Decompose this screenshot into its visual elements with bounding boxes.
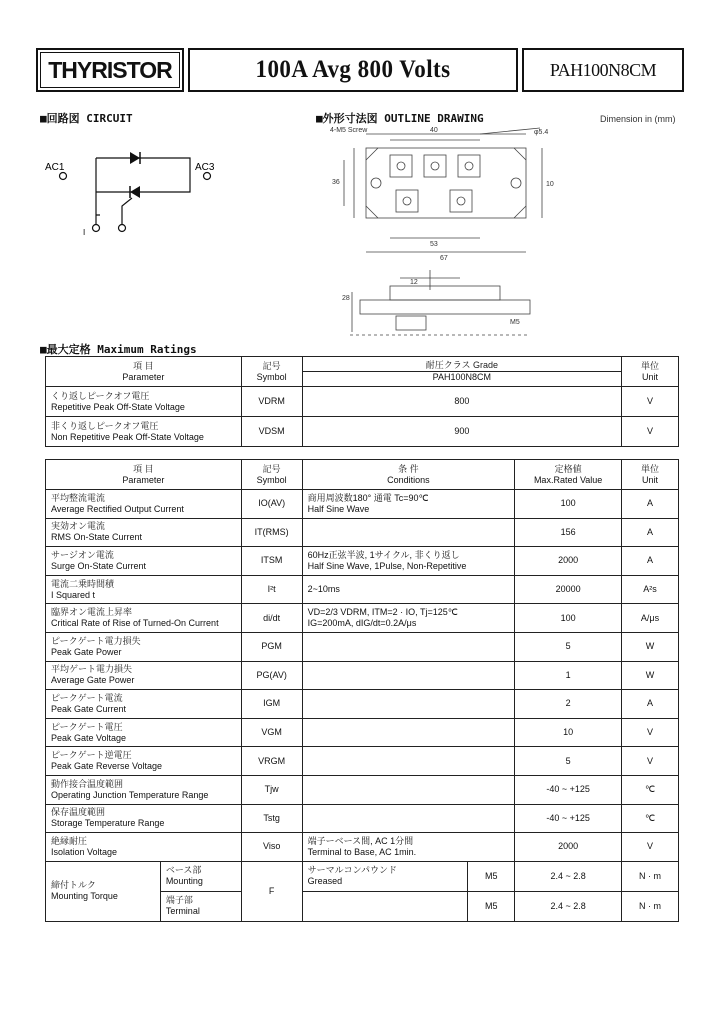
value-cell: 5 <box>515 747 622 776</box>
svg-text:I: I <box>83 228 86 237</box>
unit-cell: V <box>622 417 679 447</box>
torque-value-cell: 2.4 ~ 2.8 <box>515 891 622 921</box>
table-row <box>46 490 679 519</box>
circuit-diagram <box>40 140 240 240</box>
table-row <box>46 718 679 747</box>
dimension-unit-note: Dimension in (mm) <box>600 114 676 124</box>
torque-sub-cell: 端子部 Terminal <box>160 891 241 921</box>
unit-cell: W <box>622 661 679 690</box>
unit-cell: A <box>622 547 679 576</box>
table-row <box>46 833 679 862</box>
symbol-cell: IT(RMS) <box>241 518 302 547</box>
table-row <box>46 690 679 719</box>
unit-cell: A²s <box>622 575 679 604</box>
symbol-cell: ITSM <box>241 547 302 576</box>
ac1-label: AC1 <box>45 162 65 173</box>
param-cell: ピークゲート電流 Peak Gate Current <box>46 690 242 719</box>
symbol-cell: di/dt <box>241 604 302 633</box>
symbol-cell: Tstg <box>241 804 302 833</box>
torque-value-cell: 2.4 ~ 2.8 <box>515 861 622 891</box>
symbol-cell: VDRM <box>241 387 302 417</box>
value-cell: 5 <box>515 632 622 661</box>
unit-cell: V <box>622 747 679 776</box>
value-cell: 156 <box>515 518 622 547</box>
outline-section-label: ■外形寸法図 OUTLINE DRAWING <box>316 112 484 125</box>
svg-text:M5: M5 <box>510 319 520 326</box>
conditions-cell <box>302 518 515 547</box>
header-parameter: 項 目 Parameter <box>46 357 242 387</box>
symbol-cell: VDSM <box>241 417 302 447</box>
svg-text:12: 12 <box>410 279 418 286</box>
table-header-row <box>46 460 679 490</box>
table-row <box>46 632 679 661</box>
svg-text:40: 40 <box>430 127 438 134</box>
symbol-cell: PG(AV) <box>241 661 302 690</box>
unit-cell: A <box>622 490 679 519</box>
param-cell: ピークゲート電力損失 Peak Gate Power <box>46 632 242 661</box>
conditions-cell <box>302 747 515 776</box>
unit-cell: ℃ <box>622 804 679 833</box>
param-cell: 非くり返しピークオフ電圧 Non Repetitive Peak Off-State Voltage <box>46 417 242 447</box>
symbol-cell: VRGM <box>241 747 302 776</box>
symbol-cell: PGM <box>241 632 302 661</box>
torque-cond-cell <box>302 891 468 921</box>
unit-cell: A <box>622 518 679 547</box>
circuit-section-label: ■回路図 CIRCUIT <box>40 112 133 125</box>
param-cell: 臨界オン電流上昇率 Critical Rate of Rise of Turned-On Current <box>46 604 242 633</box>
symbol-cell: Viso <box>241 833 302 862</box>
conditions-cell: 60Hz正弦半波, 1サイクル, 非くり返し Half Sine Wave, 1Pulse, Non-Repetitive <box>302 547 515 576</box>
torque-symbol-cell: F <box>241 861 302 921</box>
unit-cell: V <box>622 833 679 862</box>
outline-drawing <box>330 120 690 350</box>
table-row <box>46 518 679 547</box>
param-cell: サージオン電流 Surge On-State Current <box>46 547 242 576</box>
header-parameter: 項 目 Parameter <box>46 460 242 490</box>
value-cell: -40 ~ +125 <box>515 804 622 833</box>
header-unit: 単位 Unit <box>622 357 679 387</box>
symbol-cell: VGM <box>241 718 302 747</box>
table-row <box>46 417 679 447</box>
table-row <box>46 575 679 604</box>
param-cell: 実効オン電流 RMS On-State Current <box>46 518 242 547</box>
symbol-cell: I²t <box>241 575 302 604</box>
header-conditions: 条 件 Conditions <box>302 460 515 490</box>
param-cell: 保存温度範囲 Storage Temperature Range <box>46 804 242 833</box>
svg-text:28: 28 <box>342 295 350 302</box>
thyristor-2 <box>130 186 140 198</box>
svg-text:4-M5 Screw: 4-M5 Screw <box>330 127 368 134</box>
torque-row-mounting <box>46 861 679 891</box>
conditions-cell <box>302 632 515 661</box>
title-box <box>188 48 518 92</box>
unit-cell: W <box>622 632 679 661</box>
svg-text:36: 36 <box>332 179 340 186</box>
header-unit: 単位 Unit <box>622 460 679 490</box>
param-cell: 電流二乗時間積 I Squared t <box>46 575 242 604</box>
param-cell: 動作接合温度範囲 Operating Junction Temperature Range <box>46 775 242 804</box>
value-cell: 100 <box>515 490 622 519</box>
table-row <box>46 775 679 804</box>
table-row <box>46 604 679 633</box>
torque-param-cell: 締付トルク Mounting Torque <box>46 861 161 921</box>
value-cell: 10 <box>515 718 622 747</box>
table-row <box>46 547 679 576</box>
param-cell: 平均ゲート電力損失 Average Gate Power <box>46 661 242 690</box>
header-symbol: 記号 Symbol <box>241 460 302 490</box>
value-cell: 20000 <box>515 575 622 604</box>
max-ratings-table <box>45 459 679 922</box>
unit-cell: V <box>622 718 679 747</box>
symbol-cell: IO(AV) <box>241 490 302 519</box>
conditions-cell <box>302 690 515 719</box>
torque-unit-cell: N · m <box>622 891 679 921</box>
symbol-cell: IGM <box>241 690 302 719</box>
unit-cell: ℃ <box>622 775 679 804</box>
torque-screw-cell: M5 <box>468 891 515 921</box>
conditions-cell: VD=2/3 VDRM, ITM=2 · IO, Tj=125℃ IG=200mA, dIG/dt=0.2A/μs <box>302 604 515 633</box>
ac3-label: AC3 <box>195 162 215 173</box>
conditions-cell <box>302 804 515 833</box>
ratings-section-label: ■最大定格 Maximum Ratings <box>40 343 197 356</box>
conditions-cell: 商用周波数180° 通電 Tc=90℃ Half Sine Wave <box>302 490 515 519</box>
unit-cell: V <box>622 387 679 417</box>
value-cell: 2 <box>515 690 622 719</box>
header-grade: 耐圧クラス Grade PAH100N8CM <box>302 357 621 387</box>
torque-cond-cell: サーマルコンパウンド Greased <box>302 861 468 891</box>
param-cell: ピークゲート逆電圧 Peak Gate Reverse Voltage <box>46 747 242 776</box>
header-value: 定格値 Max.Rated Value <box>515 460 622 490</box>
conditions-cell <box>302 775 515 804</box>
brand-box <box>36 48 184 92</box>
param-cell: 絶縁耐圧 Isolation Voltage <box>46 833 242 862</box>
conditions-cell <box>302 661 515 690</box>
brand-title: THYRISTOR <box>48 56 172 83</box>
svg-text:53: 53 <box>430 241 438 248</box>
param-cell: ピークゲート電圧 Peak Gate Voltage <box>46 718 242 747</box>
table-row <box>46 747 679 776</box>
header-symbol: 記号 Symbol <box>241 357 302 387</box>
value-cell: 900 <box>302 417 621 447</box>
conditions-cell <box>302 718 515 747</box>
page-title: 100A Avg 800 Volts <box>255 56 451 83</box>
torque-sub-cell: ベース部 Mounting <box>160 861 241 891</box>
table-row <box>46 387 679 417</box>
value-cell: 2000 <box>515 833 622 862</box>
unit-cell: A/μs <box>622 604 679 633</box>
voltage-rating-table <box>45 356 679 447</box>
svg-text:φ5.4: φ5.4 <box>534 129 549 136</box>
table-header-row <box>46 357 679 387</box>
param-cell: くり返しピークオフ電圧 Repetitive Peak Off-State Voltage <box>46 387 242 417</box>
part-number-box <box>522 48 684 92</box>
value-cell: 2000 <box>515 547 622 576</box>
table-row <box>46 661 679 690</box>
thyristor-1 <box>130 152 140 164</box>
value-cell: 100 <box>515 604 622 633</box>
param-cell: 平均整流電流 Average Rectified Output Current <box>46 490 242 519</box>
conditions-cell: 2~10ms <box>302 575 515 604</box>
value-cell: -40 ~ +125 <box>515 775 622 804</box>
svg-text:67: 67 <box>440 255 448 262</box>
torque-unit-cell: N · m <box>622 861 679 891</box>
conditions-cell: 端子ーベース間, AC 1分間 Terminal to Base, AC 1min. <box>302 833 515 862</box>
symbol-cell: Tjw <box>241 775 302 804</box>
value-cell: 800 <box>302 387 621 417</box>
value-cell: 1 <box>515 661 622 690</box>
torque-screw-cell: M5 <box>468 861 515 891</box>
unit-cell: A <box>622 690 679 719</box>
svg-text:10: 10 <box>546 181 554 188</box>
table-row <box>46 804 679 833</box>
part-number: PAH100N8CM <box>549 59 657 80</box>
